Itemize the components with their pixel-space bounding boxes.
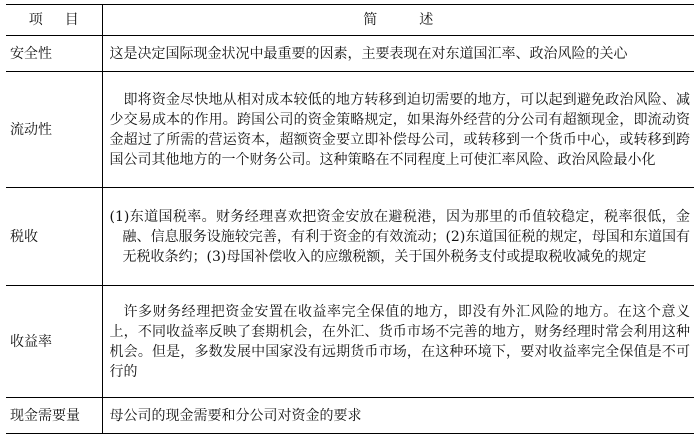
header-description: [102, 5, 694, 36]
table-row: [6, 398, 694, 434]
row-desc-tax: (1)东道国税率。财务经理喜欢把资金安放在避税港，因为那里的币值较稳定，税率很低，金融、信息服务设施较完善，有利于资金的有效流动；(2)东道国征税的规定，母国和东道国有无税收条约；(3)母国补偿收入的应缴税额，关于国外税务支付或提取税收减免的规定: [102, 188, 694, 286]
row-item-liquidity: 流动性: [6, 72, 102, 188]
row-item-cash-need: 现金需要量: [6, 398, 102, 434]
row-item-yield: 收益率: [6, 286, 102, 398]
row-item-tax: 税收: [6, 188, 102, 286]
header-description-char-2: 述: [419, 12, 434, 28]
row-desc-safety: 这是决定国际现金状况中最重要的因素，主要表现在对东道国汇率、政治风险的关心: [102, 36, 694, 72]
row-desc-yield: 许多财务经理把资金安置在收益率完全保值的地方，即没有外汇风险的地方。在这个意义上，不同收益率反映了套期机会，在外汇、货币市场不完善的地方，财务经理时常会利用这种机会。但是，多数发展中国家没有远期货币市场，在这种环境下，要对收益率完全保值是不可行的: [102, 286, 694, 398]
header-item: [6, 5, 102, 36]
header-item-char-1: 项: [28, 12, 43, 28]
row-desc-liquidity: 即将资金尽快地从相对成本较低的地方转移到迫切需要的地方，可以起到避免政治风险、减少交易成本的作用。跨国公司的资金策略规定，如果海外经营的分公司有超额现金，即流动资金超过了所需的营运资本，超额资金要立即补偿母公司，或转移到一个货币中心，或转移到跨国公司其他地方的一个财务公司。这种策略在不同程度上可使汇率风险、政治风险最小化: [102, 72, 694, 188]
header-description-char-1: 简: [363, 12, 378, 28]
table-container: [6, 4, 694, 434]
table-row: [6, 188, 694, 286]
table-row: [6, 286, 694, 398]
row-desc-cash-need: 母公司的现金需要和分公司对资金的要求: [102, 398, 694, 434]
cash-factors-table: [6, 4, 694, 434]
header-item-char-2: 目: [64, 12, 79, 28]
row-item-safety: 安全性: [6, 36, 102, 72]
header-row: [6, 5, 694, 36]
table-row: [6, 72, 694, 188]
table-row: [6, 36, 694, 72]
